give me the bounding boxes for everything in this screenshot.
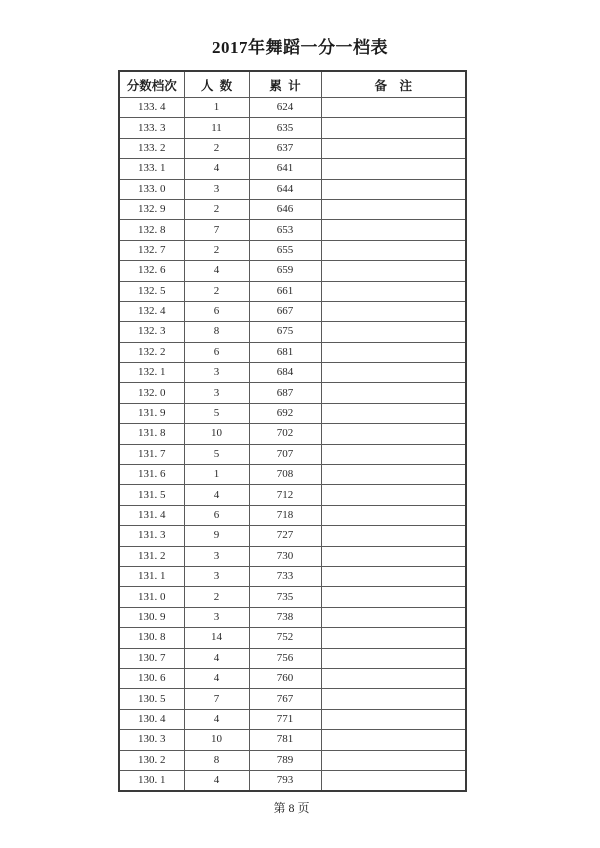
score-cell: 133. 0 bbox=[119, 179, 184, 199]
cumulative-cell: 659 bbox=[249, 261, 321, 281]
count-cell: 3 bbox=[184, 546, 249, 566]
remark-cell bbox=[321, 138, 466, 158]
table-row bbox=[119, 261, 466, 281]
remark-cell bbox=[321, 587, 466, 607]
remark-cell bbox=[321, 709, 466, 729]
count-cell: 7 bbox=[184, 220, 249, 240]
count-cell: 3 bbox=[184, 383, 249, 403]
cumulative-cell: 653 bbox=[249, 220, 321, 240]
score-cell: 132. 0 bbox=[119, 383, 184, 403]
cumulative-cell: 661 bbox=[249, 281, 321, 301]
remark-cell bbox=[321, 240, 466, 260]
count-cell: 3 bbox=[184, 566, 249, 586]
count-cell: 6 bbox=[184, 301, 249, 321]
cumulative-cell: 735 bbox=[249, 587, 321, 607]
remark-cell bbox=[321, 383, 466, 403]
score-cell: 132. 9 bbox=[119, 199, 184, 219]
remark-cell bbox=[321, 179, 466, 199]
remark-cell bbox=[321, 465, 466, 485]
score-cell: 133. 4 bbox=[119, 98, 184, 118]
count-cell: 8 bbox=[184, 750, 249, 770]
remark-cell bbox=[321, 199, 466, 219]
remark-cell bbox=[321, 301, 466, 321]
remark-cell bbox=[321, 363, 466, 383]
score-cell: 131. 3 bbox=[119, 526, 184, 546]
count-cell: 4 bbox=[184, 648, 249, 668]
table-row bbox=[119, 138, 466, 158]
count-cell: 4 bbox=[184, 770, 249, 791]
remark-cell bbox=[321, 628, 466, 648]
count-cell: 7 bbox=[184, 689, 249, 709]
score-cell: 131. 2 bbox=[119, 546, 184, 566]
cumulative-cell: 692 bbox=[249, 403, 321, 423]
table-row bbox=[119, 587, 466, 607]
table-row bbox=[119, 342, 466, 362]
remark-cell bbox=[321, 98, 466, 118]
table-row bbox=[119, 159, 466, 179]
table-body bbox=[119, 98, 466, 792]
score-cell: 132. 6 bbox=[119, 261, 184, 281]
table-row bbox=[119, 566, 466, 586]
table-row bbox=[119, 485, 466, 505]
score-cell: 132. 5 bbox=[119, 281, 184, 301]
table-row bbox=[119, 424, 466, 444]
table-row bbox=[119, 526, 466, 546]
table-row bbox=[119, 281, 466, 301]
cumulative-cell: 684 bbox=[249, 363, 321, 383]
count-cell: 6 bbox=[184, 505, 249, 525]
score-cell: 130. 9 bbox=[119, 607, 184, 627]
count-cell: 2 bbox=[184, 199, 249, 219]
score-cell: 132. 2 bbox=[119, 342, 184, 362]
score-cell: 131. 6 bbox=[119, 465, 184, 485]
table-row bbox=[119, 709, 466, 729]
cumulative-cell: 637 bbox=[249, 138, 321, 158]
count-cell: 2 bbox=[184, 281, 249, 301]
count-cell: 3 bbox=[184, 363, 249, 383]
count-cell: 2 bbox=[184, 587, 249, 607]
cumulative-cell: 655 bbox=[249, 240, 321, 260]
col-header-remark: 备 注 bbox=[321, 71, 466, 98]
table-row bbox=[119, 505, 466, 525]
remark-cell bbox=[321, 648, 466, 668]
remark-cell bbox=[321, 607, 466, 627]
page-title: 2017年舞蹈一分一档表 bbox=[212, 38, 388, 57]
count-cell: 4 bbox=[184, 668, 249, 688]
remark-cell bbox=[321, 322, 466, 342]
remark-cell bbox=[321, 118, 466, 138]
cumulative-cell: 646 bbox=[249, 199, 321, 219]
remark-cell bbox=[321, 770, 466, 791]
page-number: 第 8 页 bbox=[273, 801, 310, 815]
cumulative-cell: 635 bbox=[249, 118, 321, 138]
cumulative-cell: 789 bbox=[249, 750, 321, 770]
count-cell: 1 bbox=[184, 98, 249, 118]
cumulative-cell: 644 bbox=[249, 179, 321, 199]
table-row bbox=[119, 301, 466, 321]
table-row bbox=[119, 465, 466, 485]
cumulative-cell: 641 bbox=[249, 159, 321, 179]
score-cell: 130. 8 bbox=[119, 628, 184, 648]
cumulative-cell: 702 bbox=[249, 424, 321, 444]
table-row bbox=[119, 689, 466, 709]
score-cell: 133. 2 bbox=[119, 138, 184, 158]
score-cell: 131. 8 bbox=[119, 424, 184, 444]
col-header-score-tier: 分数档次 bbox=[119, 71, 184, 98]
cumulative-cell: 681 bbox=[249, 342, 321, 362]
score-cell: 130. 4 bbox=[119, 709, 184, 729]
cumulative-cell: 712 bbox=[249, 485, 321, 505]
table-row bbox=[119, 668, 466, 688]
score-cell: 130. 5 bbox=[119, 689, 184, 709]
count-cell: 11 bbox=[184, 118, 249, 138]
count-cell: 2 bbox=[184, 138, 249, 158]
cumulative-cell: 781 bbox=[249, 730, 321, 750]
table-row bbox=[119, 648, 466, 668]
score-cell: 133. 1 bbox=[119, 159, 184, 179]
cumulative-cell: 708 bbox=[249, 465, 321, 485]
table-row bbox=[119, 403, 466, 423]
cumulative-cell: 667 bbox=[249, 301, 321, 321]
remark-cell bbox=[321, 566, 466, 586]
cumulative-cell: 760 bbox=[249, 668, 321, 688]
remark-cell bbox=[321, 424, 466, 444]
table-row bbox=[119, 240, 466, 260]
score-cell: 132. 8 bbox=[119, 220, 184, 240]
count-cell: 5 bbox=[184, 403, 249, 423]
table-row bbox=[119, 179, 466, 199]
score-cell: 130. 1 bbox=[119, 770, 184, 791]
count-cell: 10 bbox=[184, 730, 249, 750]
cumulative-cell: 624 bbox=[249, 98, 321, 118]
score-cell: 131. 9 bbox=[119, 403, 184, 423]
table-row bbox=[119, 199, 466, 219]
table-row bbox=[119, 98, 466, 118]
score-cell: 130. 2 bbox=[119, 750, 184, 770]
cumulative-cell: 733 bbox=[249, 566, 321, 586]
col-header-count: 人 数 bbox=[184, 71, 249, 98]
table-row bbox=[119, 546, 466, 566]
score-table bbox=[118, 70, 467, 792]
count-cell: 4 bbox=[184, 709, 249, 729]
cumulative-cell: 771 bbox=[249, 709, 321, 729]
cumulative-cell: 793 bbox=[249, 770, 321, 791]
remark-cell bbox=[321, 526, 466, 546]
score-cell: 130. 6 bbox=[119, 668, 184, 688]
table-row bbox=[119, 220, 466, 240]
remark-cell bbox=[321, 444, 466, 464]
cumulative-cell: 752 bbox=[249, 628, 321, 648]
header-row bbox=[119, 71, 466, 98]
count-cell: 3 bbox=[184, 179, 249, 199]
table-row bbox=[119, 607, 466, 627]
remark-cell bbox=[321, 261, 466, 281]
count-cell: 3 bbox=[184, 607, 249, 627]
table-row bbox=[119, 322, 466, 342]
count-cell: 5 bbox=[184, 444, 249, 464]
score-cell: 131. 0 bbox=[119, 587, 184, 607]
cumulative-cell: 727 bbox=[249, 526, 321, 546]
cumulative-cell: 738 bbox=[249, 607, 321, 627]
score-cell: 132. 3 bbox=[119, 322, 184, 342]
score-cell: 131. 5 bbox=[119, 485, 184, 505]
remark-cell bbox=[321, 485, 466, 505]
count-cell: 14 bbox=[184, 628, 249, 648]
remark-cell bbox=[321, 730, 466, 750]
cumulative-cell: 767 bbox=[249, 689, 321, 709]
table-row bbox=[119, 750, 466, 770]
score-cell: 133. 3 bbox=[119, 118, 184, 138]
table-row bbox=[119, 770, 466, 791]
count-cell: 2 bbox=[184, 240, 249, 260]
score-cell: 132. 4 bbox=[119, 301, 184, 321]
remark-cell bbox=[321, 403, 466, 423]
score-cell: 131. 7 bbox=[119, 444, 184, 464]
count-cell: 8 bbox=[184, 322, 249, 342]
count-cell: 1 bbox=[184, 465, 249, 485]
remark-cell bbox=[321, 159, 466, 179]
count-cell: 9 bbox=[184, 526, 249, 546]
remark-cell bbox=[321, 668, 466, 688]
count-cell: 10 bbox=[184, 424, 249, 444]
score-cell: 130. 7 bbox=[119, 648, 184, 668]
remark-cell bbox=[321, 546, 466, 566]
cumulative-cell: 730 bbox=[249, 546, 321, 566]
count-cell: 4 bbox=[184, 159, 249, 179]
count-cell: 4 bbox=[184, 485, 249, 505]
col-header-cumulative: 累 计 bbox=[249, 71, 321, 98]
remark-cell bbox=[321, 689, 466, 709]
count-cell: 6 bbox=[184, 342, 249, 362]
table-row bbox=[119, 118, 466, 138]
cumulative-cell: 756 bbox=[249, 648, 321, 668]
score-cell: 132. 7 bbox=[119, 240, 184, 260]
remark-cell bbox=[321, 505, 466, 525]
count-cell: 4 bbox=[184, 261, 249, 281]
score-cell: 132. 1 bbox=[119, 363, 184, 383]
table-row bbox=[119, 444, 466, 464]
score-cell: 131. 4 bbox=[119, 505, 184, 525]
remark-cell bbox=[321, 220, 466, 240]
cumulative-cell: 687 bbox=[249, 383, 321, 403]
table-row bbox=[119, 730, 466, 750]
cumulative-cell: 718 bbox=[249, 505, 321, 525]
remark-cell bbox=[321, 342, 466, 362]
score-cell: 131. 1 bbox=[119, 566, 184, 586]
cumulative-cell: 707 bbox=[249, 444, 321, 464]
cumulative-cell: 675 bbox=[249, 322, 321, 342]
score-cell: 130. 3 bbox=[119, 730, 184, 750]
remark-cell bbox=[321, 281, 466, 301]
remark-cell bbox=[321, 750, 466, 770]
table-row bbox=[119, 628, 466, 648]
table-row bbox=[119, 383, 466, 403]
table-row bbox=[119, 363, 466, 383]
